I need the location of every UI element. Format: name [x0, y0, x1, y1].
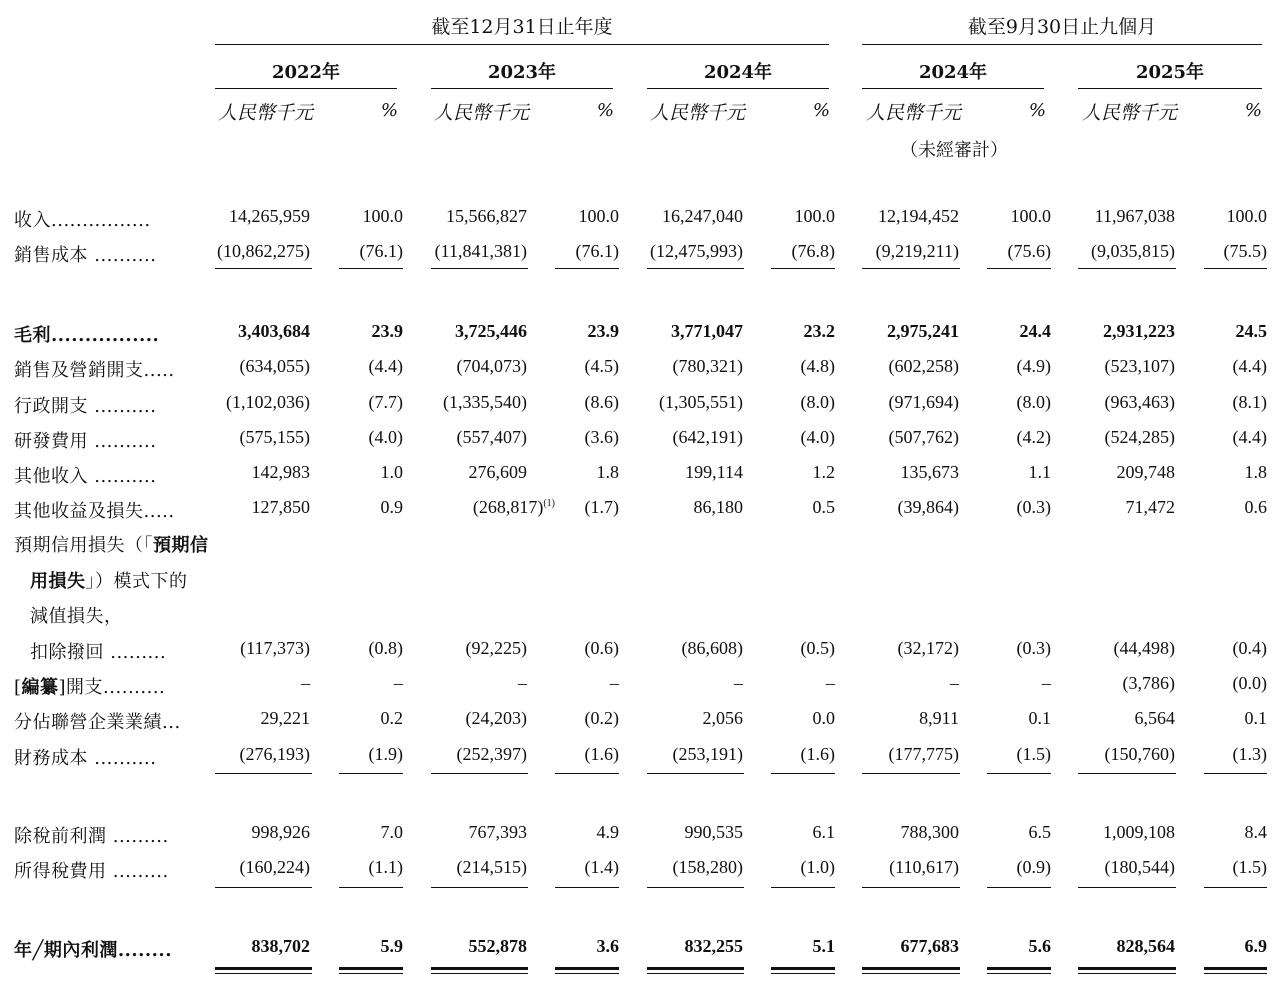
amount-cell: (150,760)	[1104, 744, 1175, 764]
percent-cell: (0.0)	[1232, 673, 1267, 693]
underline	[339, 773, 403, 774]
amount-cell: –	[301, 673, 310, 693]
amount-cell: (575,155)	[239, 427, 310, 447]
amount-cell: 767,393	[468, 822, 527, 842]
percent-cell: 6.5	[1028, 822, 1051, 842]
percent-cell: (3.6)	[584, 427, 619, 447]
amount-cell: 2,056	[702, 708, 743, 728]
row-label: 扣除撥回 .........	[30, 642, 167, 663]
percent-cell: (76.8)	[791, 241, 835, 261]
percent-cell: (4.4)	[368, 356, 403, 376]
percent-cell: (4.9)	[1016, 356, 1051, 376]
amount-cell: 276,609	[468, 462, 527, 482]
amount-cell: 3,403,684	[238, 321, 310, 341]
percent-cell: 6.9	[1244, 936, 1267, 956]
percent-cell: 1.0	[380, 462, 403, 482]
percent-cell: 8.4	[1244, 822, 1267, 842]
amount-cell: 12,194,452	[878, 206, 959, 226]
row-label: 研發費用 ..........	[14, 431, 157, 452]
group-header-year: 截至12月31日止年度	[431, 16, 613, 38]
percent-cell: 100.0	[1226, 206, 1267, 226]
row-label: 財務成本 ..........	[14, 748, 157, 769]
percent-cell: 1.8	[596, 462, 619, 482]
underline	[771, 773, 835, 774]
amount-cell: (180,544)	[1104, 857, 1175, 877]
amount-cell: 142,983	[251, 462, 310, 482]
amount-cell: (704,073)	[456, 356, 527, 376]
percent-cell: 0.5	[812, 497, 835, 517]
amount-cell: 828,564	[1116, 936, 1175, 956]
percent-cell: (4.8)	[800, 356, 835, 376]
unit-header: 人民幣千元	[218, 102, 314, 124]
amount-cell: (110,617)	[889, 857, 959, 877]
label-bold-term: 用損失	[30, 571, 86, 592]
amount-cell: (12,475,993)	[650, 241, 743, 261]
amount-cell: (10,862,275)	[217, 241, 310, 261]
percent-cell: (75.6)	[1007, 241, 1051, 261]
row-label: 分佔聯營企業業績...	[14, 712, 181, 733]
amount-cell: 16,247,040	[662, 206, 743, 226]
percent-cell: 0.2	[380, 708, 403, 728]
row-label: 所得稅費用 .........	[14, 861, 169, 882]
period-year: 2023年	[487, 62, 557, 83]
amount-cell: (44,498)	[1113, 638, 1175, 658]
amount-cell: (117,373)	[240, 638, 310, 658]
group-rule	[862, 44, 1262, 45]
amount-cell: (92,225)	[465, 638, 527, 658]
amount-cell: (9,035,815)	[1091, 241, 1175, 261]
amount-cell: 86,180	[693, 497, 743, 517]
percent-cell: 6.1	[812, 822, 835, 842]
row-label	[14, 673, 165, 699]
amount-cell: 2,975,241	[887, 321, 959, 341]
amount-cell: (557,407)	[456, 427, 527, 447]
percent-cell: 5.9	[380, 936, 403, 956]
underline	[647, 773, 744, 774]
pct-header: %	[596, 100, 614, 121]
underline	[431, 887, 528, 888]
percent-cell: (0.3)	[1016, 638, 1051, 658]
underline	[862, 268, 960, 269]
amount-cell: (160,224)	[239, 857, 310, 877]
group-rule	[215, 44, 829, 45]
double-underline	[555, 967, 619, 974]
unit-header: 人民幣千元	[1082, 102, 1178, 124]
amount-cell: 998,926	[251, 822, 310, 842]
amount-cell: (177,775)	[888, 744, 959, 764]
amount-cell: (1,102,036)	[226, 392, 310, 412]
percent-cell: (1.3)	[1232, 744, 1267, 764]
amount-cell: (524,285)	[1104, 427, 1175, 447]
underline	[215, 268, 312, 269]
amount-cell: 3,771,047	[671, 321, 743, 341]
percent-cell: 3.6	[596, 936, 619, 956]
row-label	[14, 531, 209, 557]
percent-cell: (8.6)	[584, 392, 619, 412]
amount-cell: (523,107)	[1104, 356, 1175, 376]
percent-cell: (76.1)	[359, 241, 403, 261]
percent-cell: (8.1)	[1232, 392, 1267, 412]
amount-cell: 71,472	[1125, 497, 1175, 517]
amount-cell: –	[734, 673, 743, 693]
underline	[555, 773, 619, 774]
amount-cell: (1,305,551)	[659, 392, 743, 412]
amount-cell: (3,786)	[1122, 673, 1175, 693]
double-underline	[215, 967, 312, 974]
row-label: 收入................	[14, 210, 151, 231]
amount-cell: 29,221	[260, 708, 310, 728]
percent-cell: 100.0	[1010, 206, 1051, 226]
percent-cell: 7.0	[380, 822, 403, 842]
label-text: [	[14, 677, 22, 698]
percent-cell: (4.5)	[584, 356, 619, 376]
label-bold-term: 編纂	[21, 677, 59, 698]
percent-cell: (0.3)	[1016, 497, 1051, 517]
year-rule	[647, 88, 829, 89]
amount-cell: (24,203)	[465, 708, 527, 728]
underline	[771, 268, 835, 269]
percent-cell: 0.6	[1244, 497, 1267, 517]
amount-cell: (158,280)	[672, 857, 743, 877]
row-label: 其他收益及損失.....	[14, 501, 175, 522]
underline	[771, 887, 835, 888]
percent-cell: 1.1	[1028, 462, 1051, 482]
amount-cell: (780,321)	[672, 356, 743, 376]
amount-cell: 127,850	[251, 497, 310, 517]
percent-cell: (0.2)	[584, 708, 619, 728]
underline	[555, 887, 619, 888]
period-year: 2022年	[271, 62, 341, 83]
amount-cell: 1,009,108	[1103, 822, 1175, 842]
period-year: 2025年	[1135, 62, 1205, 83]
amount-cell: (11,841,381)	[434, 241, 527, 261]
percent-cell: 100.0	[362, 206, 403, 226]
row-label: 毛利................	[14, 325, 160, 346]
underline	[1078, 268, 1176, 269]
row-label: 年╱期內利潤........	[14, 940, 172, 961]
amount-cell: 135,673	[900, 462, 959, 482]
underline	[1078, 773, 1176, 774]
amount-cell: –	[518, 673, 527, 693]
underline	[215, 887, 312, 888]
double-underline	[339, 967, 403, 974]
amount-cell: $(268,817)^{(1)}$	[472, 497, 555, 517]
percent-cell: (7.7)	[368, 392, 403, 412]
double-underline	[647, 967, 744, 974]
amount-cell: 11,967,038	[1094, 206, 1175, 226]
amount-cell: 2,931,223	[1103, 321, 1175, 341]
underline	[647, 268, 744, 269]
percent-cell: (75.5)	[1223, 241, 1267, 261]
percent-cell: (4.0)	[800, 427, 835, 447]
label-bold-term: 預期信	[153, 535, 209, 556]
percent-cell: 1.2	[812, 462, 835, 482]
double-underline	[1204, 967, 1267, 974]
percent-cell: –	[1042, 673, 1051, 693]
double-underline	[771, 967, 835, 974]
underline	[339, 887, 403, 888]
double-underline	[1078, 967, 1176, 974]
row-label: 其他收入 ..........	[14, 466, 157, 487]
percent-cell: –	[826, 673, 835, 693]
amount-cell: (602,258)	[888, 356, 959, 376]
amount-cell: (507,762)	[888, 427, 959, 447]
double-underline	[987, 967, 1051, 974]
unaudited-note: （未經審計）	[900, 140, 1008, 161]
unit-header: 人民幣千元	[866, 102, 962, 124]
percent-cell: 1.8	[1244, 462, 1267, 482]
percent-cell: 0.1	[1244, 708, 1267, 728]
percent-cell: 5.1	[812, 936, 835, 956]
row-label: 行政開支 ..........	[14, 396, 157, 417]
percent-cell: (1.5)	[1232, 857, 1267, 877]
amount-cell: (963,463)	[1104, 392, 1175, 412]
percent-cell: (4.2)	[1016, 427, 1051, 447]
amount-cell: 552,878	[468, 936, 527, 956]
percent-cell: (1.5)	[1016, 744, 1051, 764]
row-label: 銷售成本 ..........	[14, 245, 157, 266]
percent-cell: (0.6)	[584, 638, 619, 658]
amount-cell: 788,300	[900, 822, 959, 842]
percent-cell: (1.6)	[800, 744, 835, 764]
percent-cell: 23.9	[587, 321, 619, 341]
amount-cell: 832,255	[684, 936, 743, 956]
percent-cell: 4.9	[596, 822, 619, 842]
amount-cell: 14,265,959	[229, 206, 310, 226]
row-label: 除稅前利潤 .........	[14, 826, 169, 847]
underline	[1204, 268, 1267, 269]
percent-cell: (1.0)	[800, 857, 835, 877]
percent-cell: (1.6)	[584, 744, 619, 764]
percent-cell: (76.1)	[575, 241, 619, 261]
underline	[647, 887, 744, 888]
year-rule	[1078, 88, 1262, 89]
amount-cell: (32,172)	[897, 638, 959, 658]
amount-cell: 199,114	[685, 462, 743, 482]
percent-cell: 100.0	[578, 206, 619, 226]
amount-cell: (253,191)	[672, 744, 743, 764]
percent-cell: (1.7)	[584, 497, 619, 517]
amount-cell: 677,683	[900, 936, 959, 956]
amount-cell: (39,864)	[897, 497, 959, 517]
percent-cell: (4.4)	[1232, 356, 1267, 376]
percent-cell: –	[394, 673, 403, 693]
amount-cell: –	[950, 673, 959, 693]
label-text: ]開支..........	[58, 677, 166, 698]
amount-cell: 15,566,827	[446, 206, 527, 226]
label-text: 」）模式下的	[85, 571, 188, 592]
pct-header: %	[1028, 100, 1046, 121]
underline	[1078, 887, 1176, 888]
amount-cell: (252,397)	[456, 744, 527, 764]
pct-header: %	[812, 100, 830, 121]
percent-cell: (1.4)	[584, 857, 619, 877]
underline	[987, 887, 1051, 888]
amount-cell: (634,055)	[239, 356, 310, 376]
amount-cell: 3,725,446	[455, 321, 527, 341]
percent-cell: (0.4)	[1232, 638, 1267, 658]
percent-cell: –	[610, 673, 619, 693]
pct-header: %	[1244, 100, 1262, 121]
underline	[431, 773, 528, 774]
amount-cell: (214,515)	[456, 857, 527, 877]
underline	[862, 773, 960, 774]
pct-header: %	[380, 100, 398, 121]
underline	[555, 268, 619, 269]
row-label: 銷售及營銷開支.....	[14, 360, 175, 381]
percent-cell: 0.0	[812, 708, 835, 728]
amount-cell: 990,535	[684, 822, 743, 842]
label-text: 預期信用損失（「	[14, 535, 153, 556]
underline	[862, 887, 960, 888]
percent-cell: 100.0	[794, 206, 835, 226]
year-rule	[215, 88, 397, 89]
double-underline	[431, 967, 528, 974]
amount-cell: 209,748	[1116, 462, 1175, 482]
underline	[431, 268, 528, 269]
percent-cell: 23.2	[803, 321, 835, 341]
percent-cell: 5.6	[1028, 936, 1051, 956]
percent-cell: (8.0)	[800, 392, 835, 412]
amount-cell: (86,608)	[681, 638, 743, 658]
period-year: 2024年	[703, 62, 773, 83]
percent-cell: (8.0)	[1016, 392, 1051, 412]
row-label: 減值損失，	[30, 606, 123, 627]
percent-cell: (4.4)	[1232, 427, 1267, 447]
percent-cell: (0.8)	[368, 638, 403, 658]
percent-cell: (4.0)	[368, 427, 403, 447]
amount-cell: (642,191)	[672, 427, 743, 447]
underline	[1204, 773, 1267, 774]
underline	[987, 773, 1051, 774]
footnote-marker: (1)	[543, 498, 555, 509]
percent-cell: 24.4	[1019, 321, 1051, 341]
unit-header: 人民幣千元	[434, 102, 530, 124]
percent-cell: 24.5	[1235, 321, 1267, 341]
amount-cell: (1,335,540)	[443, 392, 527, 412]
unit-header: 人民幣千元	[650, 102, 746, 124]
percent-cell: (1.9)	[368, 744, 403, 764]
double-underline	[862, 967, 960, 974]
percent-cell: 0.1	[1028, 708, 1051, 728]
year-rule	[862, 88, 1044, 89]
amount-cell: 8,911	[919, 708, 959, 728]
group-header-nine-months: 截至9月30日止九個月	[967, 16, 1157, 38]
amount-cell: (276,193)	[239, 744, 310, 764]
percent-cell: (1.1)	[368, 857, 403, 877]
percent-cell: (0.5)	[800, 638, 835, 658]
period-year: 2024年	[918, 62, 988, 83]
percent-cell: 23.9	[371, 321, 403, 341]
row-label	[30, 567, 188, 593]
amount-cell: (9,219,211)	[875, 241, 959, 261]
year-rule	[431, 88, 613, 89]
underline	[339, 268, 403, 269]
amount-cell: 6,564	[1134, 708, 1175, 728]
underline	[215, 773, 312, 774]
amount-cell: (971,694)	[888, 392, 959, 412]
amount-cell: 838,702	[251, 936, 310, 956]
percent-cell: (0.9)	[1016, 857, 1051, 877]
underline	[987, 268, 1051, 269]
percent-cell: 0.9	[380, 497, 403, 517]
underline	[1204, 887, 1267, 888]
